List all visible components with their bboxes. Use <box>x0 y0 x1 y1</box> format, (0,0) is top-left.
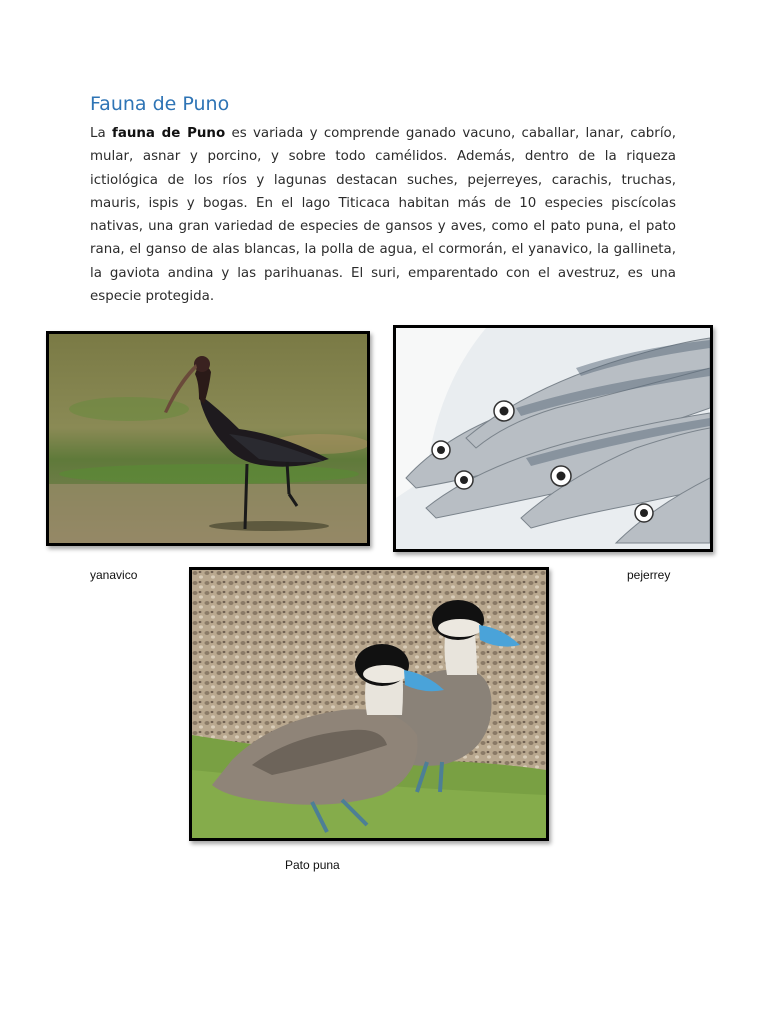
caption-yanavico: yanavico <box>90 568 138 582</box>
paragraph-lead: La <box>90 126 106 141</box>
ibis-illustration <box>49 334 367 543</box>
caption-pato-puna: Pato puna <box>285 858 340 872</box>
yanavico-photo <box>46 331 370 546</box>
body-paragraph <box>90 122 676 308</box>
page-title: Fauna de Puno <box>90 93 230 115</box>
pejerrey-photo <box>393 325 713 552</box>
pato-puna-photo <box>189 567 549 841</box>
paragraph-bold-term: fauna de Puno <box>112 126 226 141</box>
paragraph-rest: es variada y comprende ganado vacuno, caballar, lanar, cabrío, mular, asnar y porcino, y sobre todo camélidos. Además, dentro de la riqueza ictiológica de los ríos y lagunas destacan suches, pejerreyes, carachis, truchas, mauris, ispis y bogas. En el lago Titicaca habitan más de 10 especies piscícolas nativas, una gran variedad de especies de gansos y aves, como el pato puna, el pato rana, el ganso de alas blancas, la polla de agua, el cormorán, el yanavico, la gallineta, la gaviota andina y las parihuanas. El suri, emparentado con el avestruz, es una especie protegida. <box>90 126 676 305</box>
fish-illustration <box>396 328 710 549</box>
caption-pejerrey: pejerrey <box>627 568 671 582</box>
duck-illustration <box>192 570 546 838</box>
